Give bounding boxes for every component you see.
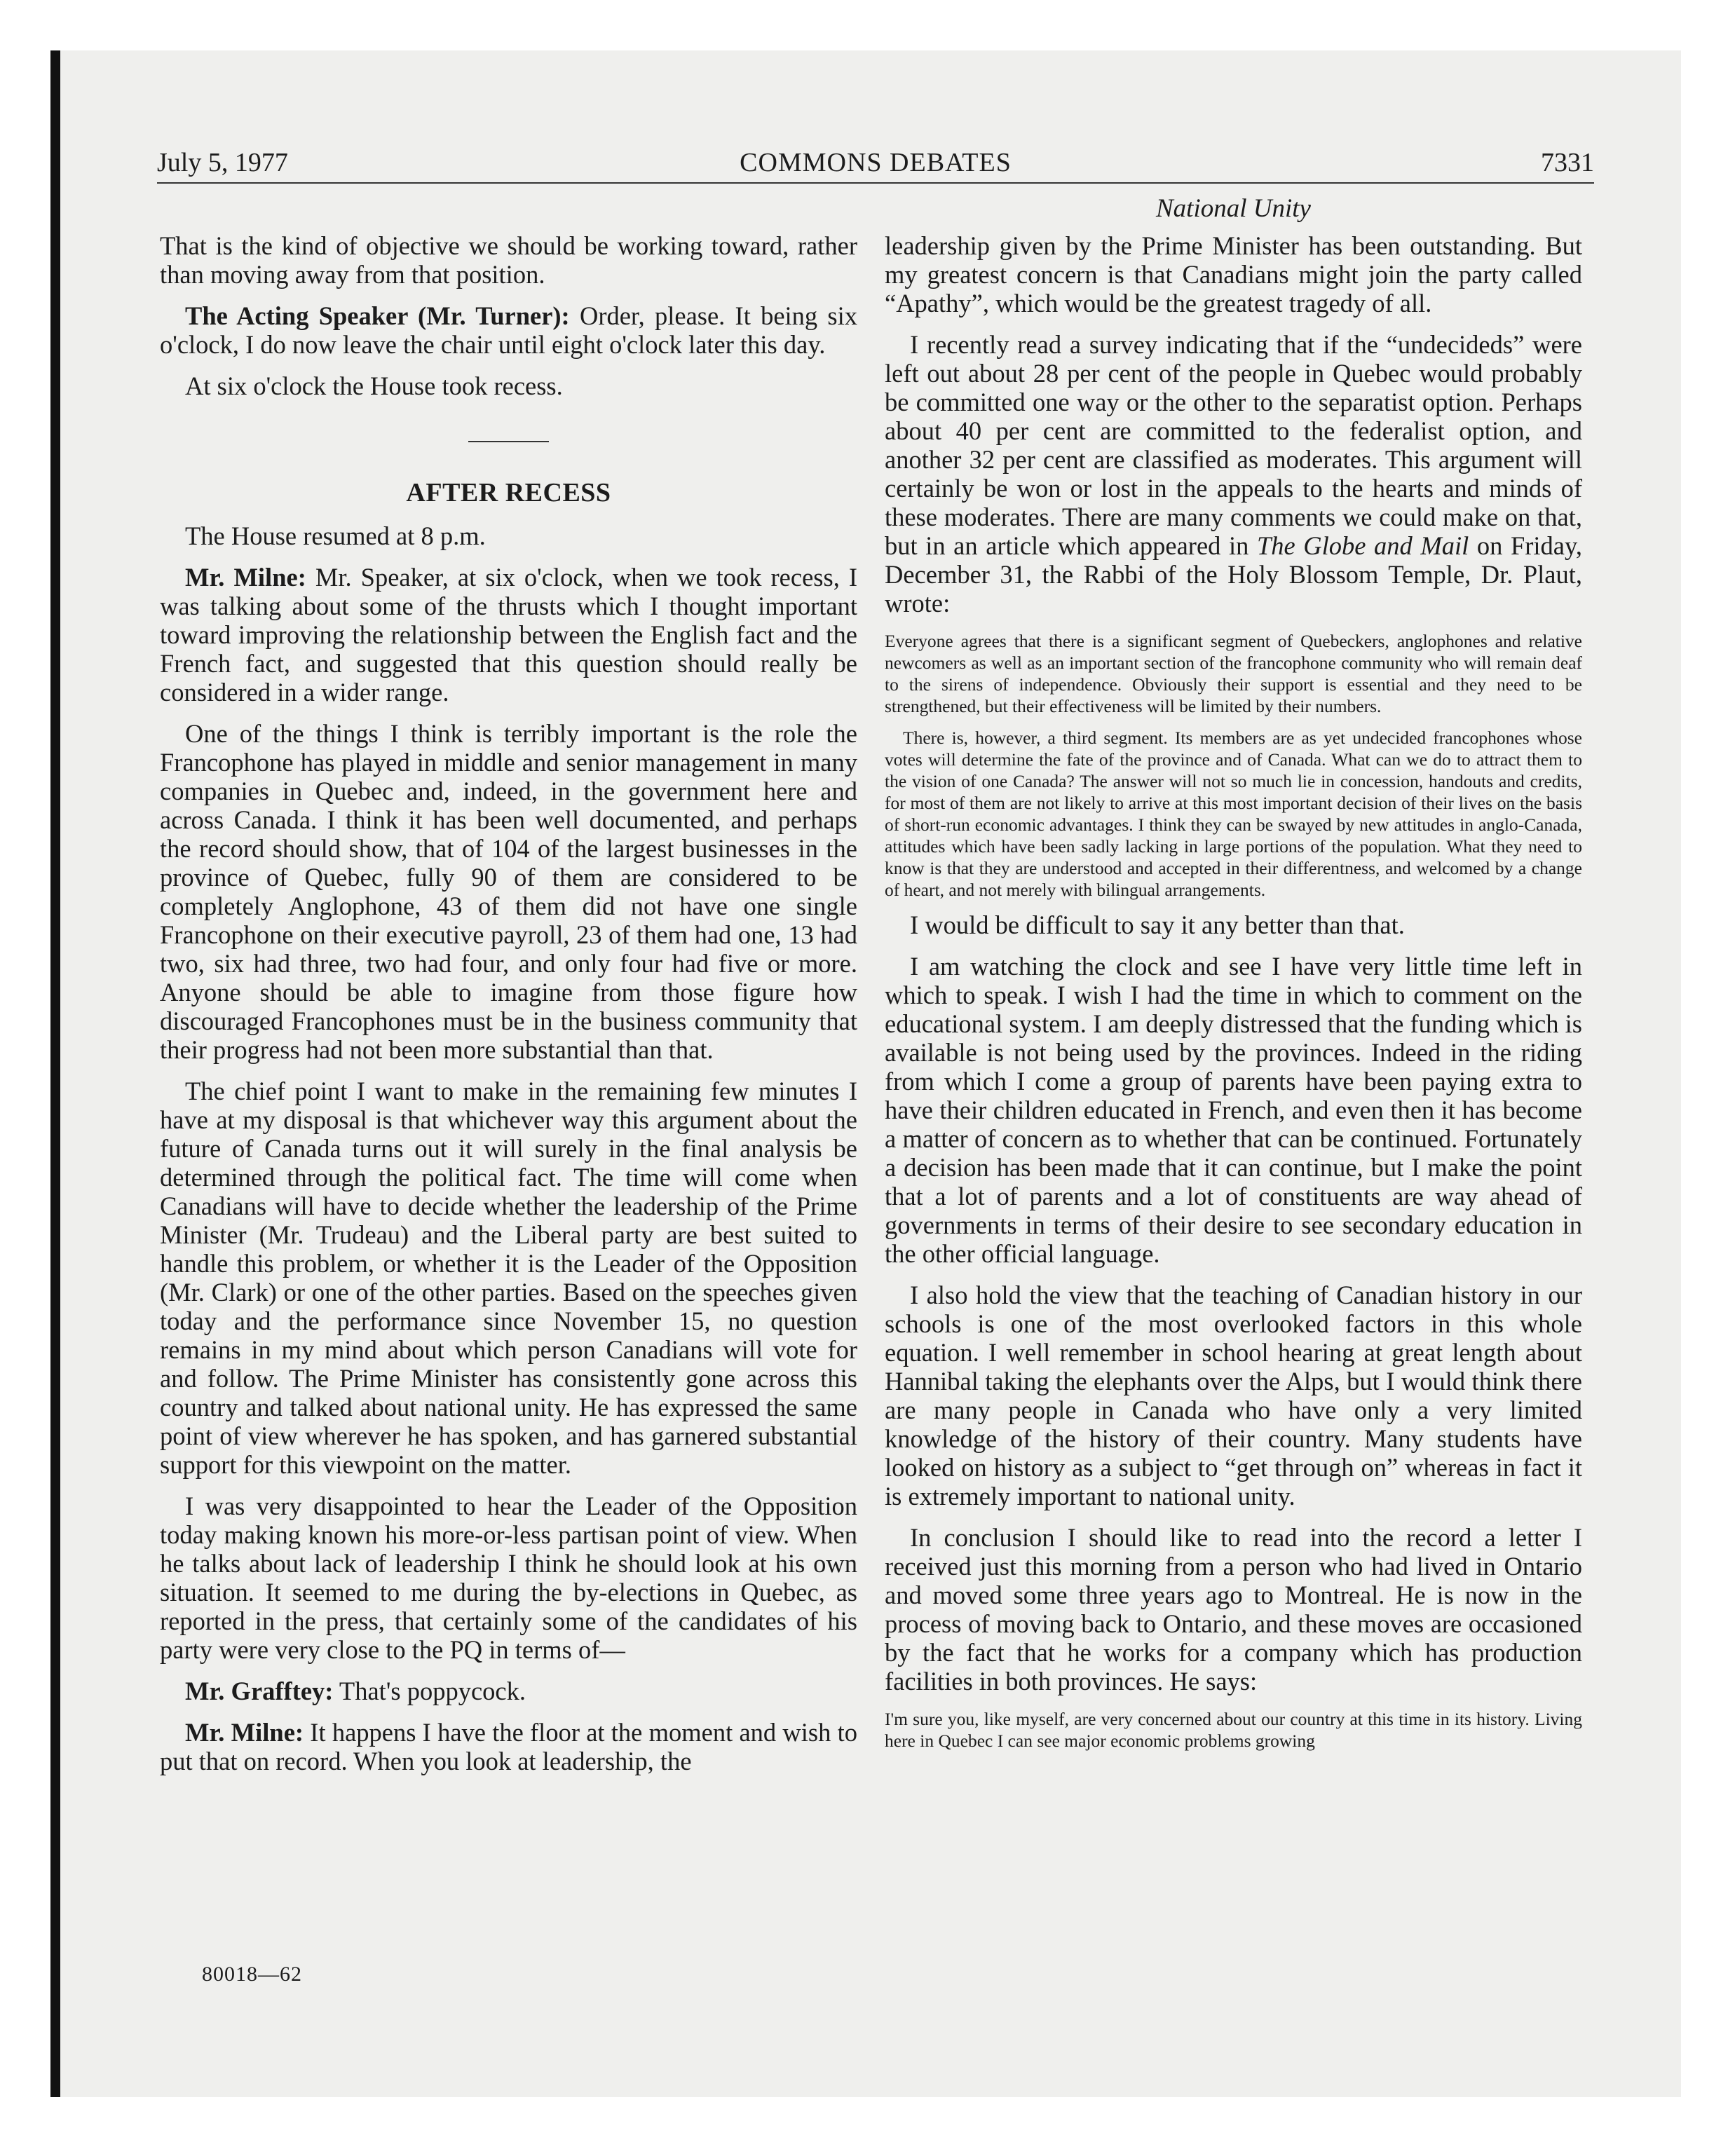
header-date: July 5, 1977 — [157, 148, 288, 177]
paragraph: leadership given by the Prime Minister has been outstanding. But my greatest concern is that Canadians might join the party called “Apathy”, which would be the greatest tragedy of all. — [885, 231, 1582, 318]
paragraph: One of the things I think is terribly important is the role the Francophone has played in middle and senior management in many companies in Quebec and, indeed, in the government here and across Canada. I think it has been well documented, and perhaps the record should show, that of 104 of the largest businesses in the province of Quebec, fully 90 of them are considered to be completely Anglophone, 43 of them did not have one single Francophone on their executive payroll, 23 of them had one, 13 had two, six had three, two had four, and only four had five or more. Anyone should be able to imagine from those figure how discouraged Francophones must be in the business community that their progress had not been more substantial than that. — [160, 719, 857, 1064]
paragraph — [160, 301, 857, 359]
speech-text: Mr. Speaker, at six o'clock, when we took recess, I was talking about some of the thrusts which I thought important toward improving the relationship between the English fact and the French fact, and suggested that this question should really be considered in a wider range. — [160, 563, 858, 707]
speech-text: It happens I have the floor at the moment and wish to put that on record. When you look at leadership, the — [160, 1718, 858, 1775]
paragraph — [885, 330, 1582, 618]
speaker-name: The Acting Speaker (Mr. Turner): — [185, 301, 570, 330]
block-quote: I'm sure you, like myself, are very concerned about our country at this time in its history. Living here in Quebec I can see major economic problems growing — [885, 1709, 1582, 1751]
paragraph: That is the kind of objective we should be working toward, rather than moving away from that position. — [160, 231, 857, 289]
paragraph: The chief point I want to make in the remaining few minutes I have at my disposal is that whichever way this argument about the future of Canada turns out it will surely in the final analysis be determined through the political fact. The time will come when Canadians will have to decide whether the leadership of the Prime Minister (Mr. Trudeau) and the Liberal party are best suited to handle this problem, or whether it is the Leader of the Opposition (Mr. Clark) or one of the other parties. Based on the speeches given today and the performance since November 15, no question remains in my mind about which person Canadians will vote for and follow. The Prime Minister has consistently gone across this country and talked about national unity. He has expressed the same point of view wherever he has spoken, and has garnered substantial support for this viewpoint on the matter. — [160, 1077, 857, 1479]
left-column — [160, 231, 857, 1788]
paragraph: I also hold the view that the teaching of Canadian history in our schools is one of the most overlooked factors in this whole equation. I well remember in school hearing at great length about Hannibal taking the elephants over the Alps, but I would think there are many people in Canada who have only a very limited knowledge of the history of their country. Many students have looked on history as a subject to “get through on” whereas in fact it is extremely important to national unity. — [885, 1281, 1582, 1510]
right-column — [885, 231, 1582, 1761]
paragraph: I was very disappointed to hear the Leader of the Opposition today making known his more-or-less partisan point of view. When he talks about lack of leadership I think he should look at his own situation. It seemed to me during the by-elections in Quebec, as reported in the press, that certainly some of the candidates of his party were very close to the PQ in terms of— — [160, 1492, 857, 1664]
page-number: 7331 — [1541, 148, 1594, 177]
paragraph: I would be difficult to say it any better than that. — [910, 910, 1405, 939]
paragraph — [160, 563, 857, 707]
section-heading: AFTER RECESS — [406, 478, 611, 507]
paragraph — [160, 1677, 857, 1705]
speech-text: That's poppycock. — [333, 1677, 526, 1705]
section-divider — [468, 441, 549, 442]
paragraph: I am watching the clock and see I have very little time left in which to speak. I wish I had the time in which to comment on the educational system. I am deeply distressed that the funding which is available is not being used by the provinces. Indeed in the riding from which I come a group of parents have been paying extra to have their children educated in French, and even then it has become a matter of concern as to whether that can be continued. Fortunately a decision has been made that it can continue, but I make the point that a lot of parents and a lot of constituents are way ahead of governments in terms of their desire to see secondary education in the other official language. — [885, 952, 1582, 1268]
paragraph: At six o'clock the House took recess. — [185, 371, 563, 400]
paragraph-text: on Friday, December 31, the Rabbi of the Holy Blossom Temple, Dr. Plaut, wrote: — [885, 531, 1583, 618]
block-quote: There is, however, a third segment. Its members are as yet undecided francophones whose votes will determine the fate of the province and of Canada. What can we do to attract them to the vision of one Canada? The answer will not so much lie in concession, handouts and credits, for most of them are not likely to arrive at this most important decision of their lives on the basis of short-run economic advantages. I think they can be swayed by new attitudes in anglo-Canada, attitudes which have been sadly lacking in large portions of the population. What they need to know is that they are understood and accepted in their differentness, and welcomed by a change of heart, and not merely with bilingual arrangements. — [885, 728, 1582, 900]
block-quote: Everyone agrees that there is a significant segment of Quebeckers, anglophones and relative newcomers as well as an important section of the francophone community who will remain deaf to the sirens of independence. Obviously their support is essential and they need to be strengthened, but their effectiveness will be limited by their numbers. — [885, 631, 1582, 716]
header-title: COMMONS DEBATES — [740, 148, 1012, 177]
page-header — [157, 140, 1594, 184]
running-head: National Unity — [1156, 194, 1311, 223]
speaker-name: Mr. Milne: — [185, 1718, 304, 1747]
paragraph-text: I recently read a survey indicating that if the “undecideds” were left out about 28 per cent of the people in Quebec would probably be committed one way or the other to the separatist option. Perhaps about 40 per cent are committed to the federalist option, and another 32 per cent are classified as moderates. This argument will certainly be won or lost in the appeals to the hearts and minds of these moderates. There are many comments we could make on that, but in an article which appeared in — [885, 330, 1582, 560]
paragraph — [160, 1718, 857, 1775]
speaker-name: Mr. Grafftey: — [185, 1677, 334, 1705]
paragraph: In conclusion I should like to read into the record a letter I received just this morning from a person who had lived in Ontario and moved some three years ago to Montreal. He is now in the process of moving back to Ontario, and these moves are occasioned by the fact that he works for a company which has production facilities in both provinces. He says: — [885, 1523, 1582, 1696]
footer-code: 80018—62 — [202, 1963, 302, 1986]
paragraph: The House resumed at 8 p.m. — [185, 521, 486, 550]
speech-text: Order, please. It being six o'clock, I do now leave the chair until eight o'clock later this day. — [160, 301, 857, 359]
newspaper-title: The Globe and Mail — [1256, 531, 1469, 560]
speaker-name: Mr. Milne: — [185, 563, 306, 592]
